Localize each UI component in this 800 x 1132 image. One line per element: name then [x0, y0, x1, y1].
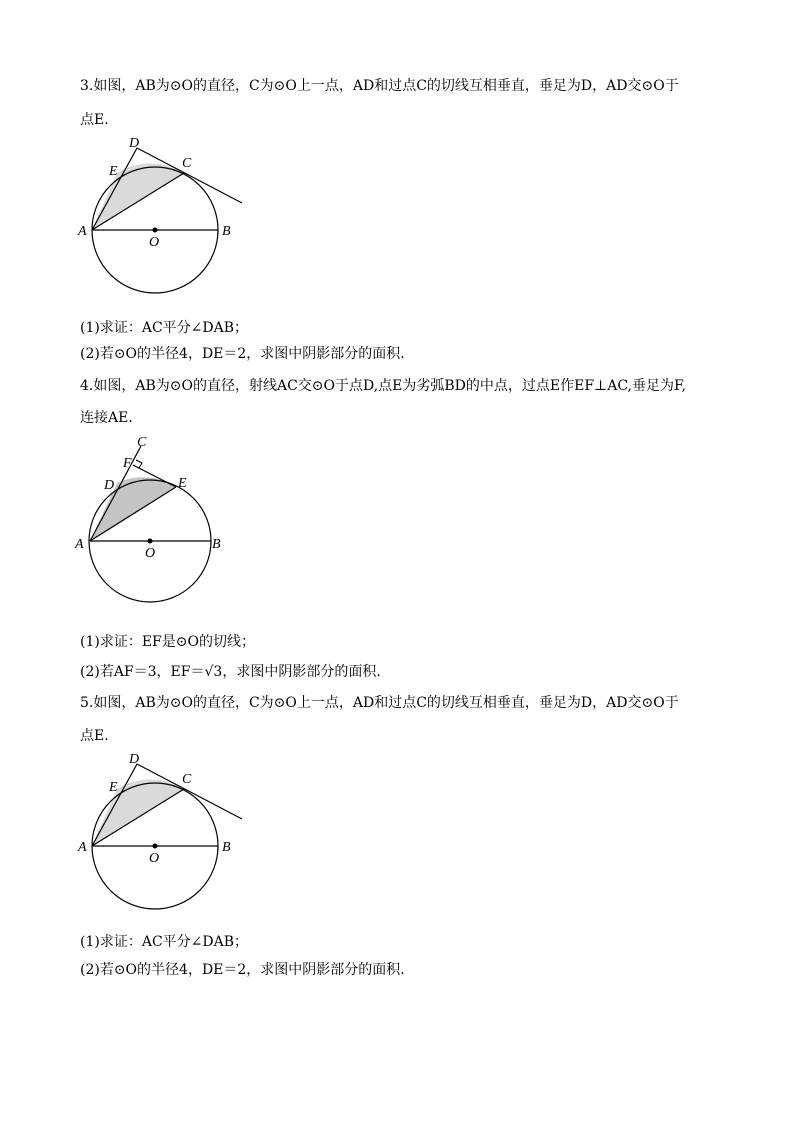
problem-3-statement-line1: 3.如图，AB为⊙O的直径，C为⊙O上一点，AD和过点C的切线互相垂直，垂足为D，AD交⊙O于	[80, 78, 679, 94]
center-point-o	[153, 844, 158, 849]
problem-5-statement-line2: 点E.	[80, 728, 109, 744]
label-b: B	[222, 224, 231, 239]
problem-3-figure	[70, 134, 270, 304]
problem-4-figure	[70, 432, 270, 612]
problem-5-figure	[70, 750, 270, 920]
center-point-o	[153, 228, 158, 233]
shaded-region	[92, 163, 184, 230]
label-d: D	[104, 478, 115, 493]
label-f: F	[123, 456, 132, 471]
label-a: A	[78, 840, 87, 855]
shaded-region	[92, 779, 184, 846]
label-c: C	[182, 772, 192, 787]
problem-5-question-2: (2)若⊙O的半径4，DE＝2，求图中阴影部分的面积.	[80, 962, 405, 978]
problem-3-question-1: (1)求证：AC平分∠DAB；	[80, 320, 249, 336]
shaded-region	[90, 477, 176, 541]
problem-5-diagram	[70, 750, 270, 920]
problem-3-question-2: (2)若⊙O的半径4，DE＝2，求图中阴影部分的面积.	[80, 346, 405, 362]
label-a: A	[78, 224, 87, 239]
label-e: E	[178, 476, 187, 491]
problem-5-statement-line1: 5.如图，AB为⊙O的直径，C为⊙O上一点，AD和过点C的切线互相垂直，垂足为D，AD交⊙O于	[80, 695, 679, 711]
label-b: B	[212, 537, 221, 552]
problem-3-diagram	[70, 134, 270, 304]
problem-4-question-2: (2)若AF＝3，EF＝√3，求图中阴影部分的面积.	[80, 664, 381, 680]
label-e: E	[109, 780, 118, 795]
label-a: A	[75, 537, 84, 552]
problem-4-diagram	[70, 432, 270, 612]
label-e: E	[109, 164, 118, 179]
problem-4-question-1: (1)求证：EF是⊙O的切线；	[80, 634, 255, 650]
label-b: B	[222, 840, 231, 855]
label-d: D	[129, 752, 140, 767]
label-o: O	[149, 851, 160, 866]
problem-3-statement-line2: 点E.	[80, 112, 109, 128]
center-point-o	[148, 539, 153, 544]
problem-4-statement-line1: 4.如图，AB为⊙O的直径，射线AC交⊙O于点D,点E为劣弧BD的中点，过点E作EF⊥AC,垂足为F,	[80, 378, 686, 394]
label-c: C	[182, 156, 192, 171]
label-d: D	[129, 136, 140, 151]
problem-4-statement-line2: 连接AE.	[80, 410, 133, 426]
problem-5-question-1: (1)求证：AC平分∠DAB；	[80, 934, 249, 950]
label-o: O	[145, 546, 156, 561]
label-c: C	[137, 435, 147, 450]
label-o: O	[149, 235, 160, 250]
